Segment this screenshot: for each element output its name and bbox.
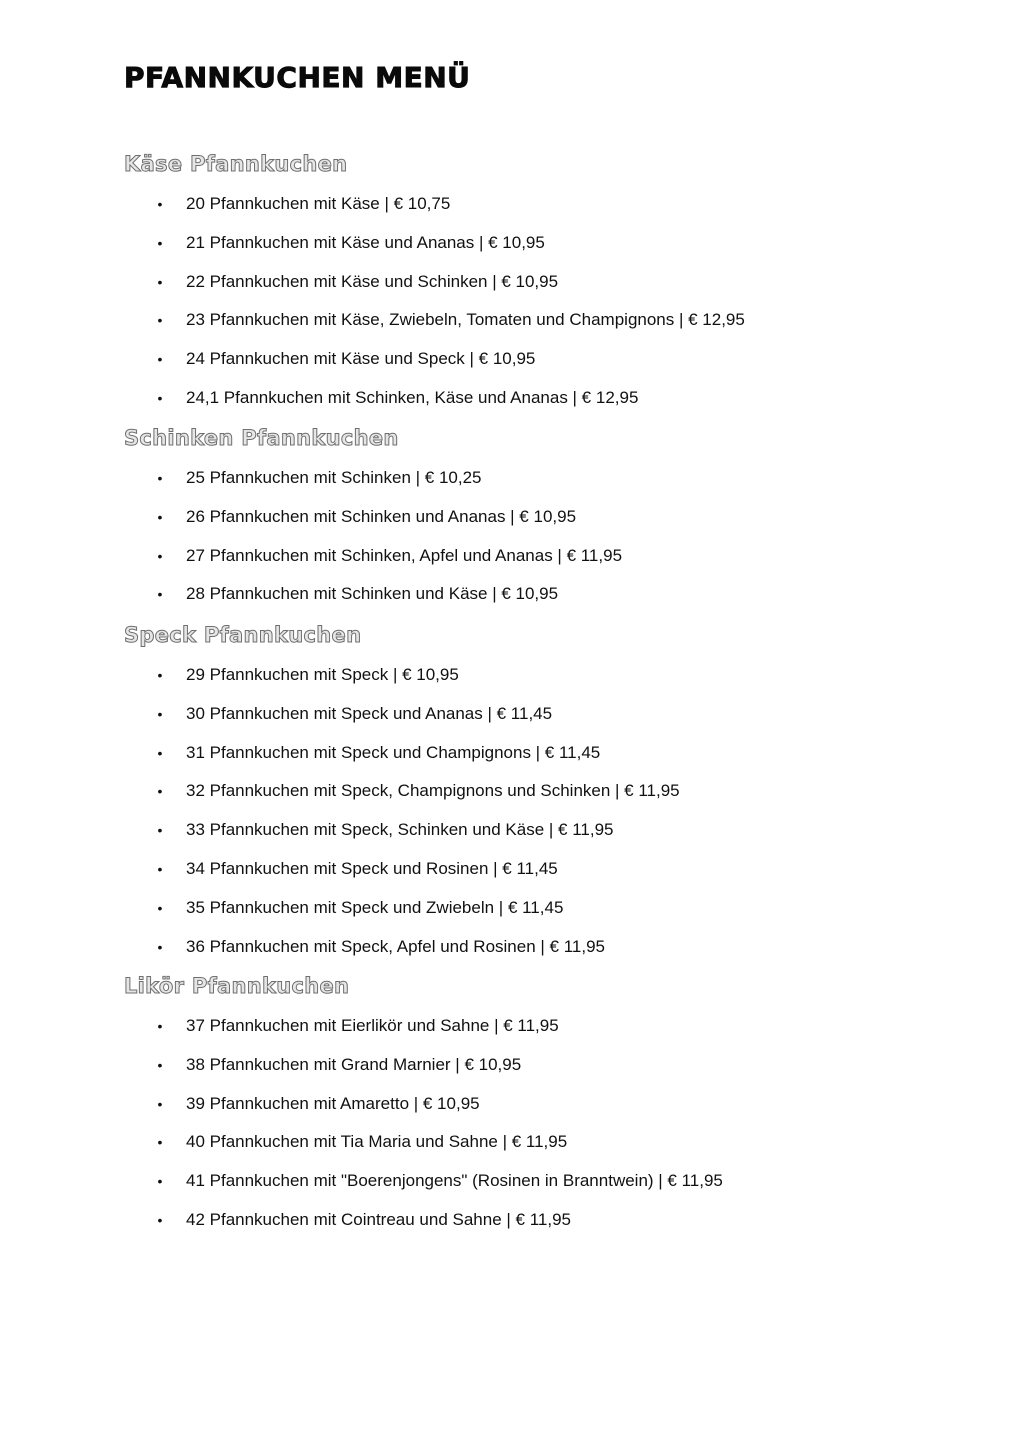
item-text: 35 Pfannkuchen mit Speck und Zwiebeln | € 11,45 [186, 897, 564, 917]
list-item [0, 230, 1024, 269]
bullet-icon: • [157, 586, 163, 603]
bullet-icon: • [157, 312, 163, 329]
item-list [0, 662, 1024, 972]
item-text: 24 Pfannkuchen mit Käse und Speck | € 10,95 [186, 349, 536, 369]
list-item [0, 1052, 1024, 1091]
item-text: 42 Pfannkuchen mit Cointreau und Sahne | € 11,95 [186, 1209, 571, 1229]
bullet-icon: • [157, 1018, 163, 1034]
bullet-icon: • [157, 273, 163, 290]
section-heading: Käse Pfannkuchen [124, 152, 348, 176]
item-text: 21 Pfannkuchen mit Käse und Ananas | € 10,95 [186, 232, 545, 252]
list-item [0, 465, 1024, 504]
bullet-icon: • [157, 1056, 163, 1073]
item-text: 27 Pfannkuchen mit Schinken, Apfel und Ananas | € 11,95 [186, 545, 623, 565]
list-item [0, 504, 1024, 543]
bullet-icon: • [157, 822, 163, 839]
bullet-icon: • [157, 196, 163, 212]
section-heading: Speck Pfannkuchen [124, 623, 362, 647]
item-text: 39 Pfannkuchen mit Amaretto | € 10,95 [186, 1093, 480, 1113]
list-item [0, 778, 1024, 817]
bullet-icon: • [157, 1211, 163, 1228]
bullet-icon: • [157, 234, 163, 251]
bullet-icon: • [157, 744, 163, 761]
item-text: 23 Pfannkuchen mit Käse, Zwiebeln, Tomaten und Champignons | € 12,95 [186, 310, 745, 330]
list-item [0, 1013, 1024, 1052]
item-text: 40 Pfannkuchen mit Tia Maria und Sahne | € 11,95 [186, 1132, 568, 1152]
item-text: 29 Pfannkuchen mit Speck | € 10,95 [186, 665, 459, 684]
item-text: 34 Pfannkuchen mit Speck und Rosinen | € 11,45 [186, 858, 558, 878]
page-title: PFANNKUCHEN MENÜ [124, 61, 471, 94]
bullet-icon: • [157, 470, 163, 486]
item-list [0, 191, 1024, 424]
bullet-icon: • [157, 705, 163, 722]
list-item [0, 385, 1024, 424]
item-text: 33 Pfannkuchen mit Speck, Schinken und Käse | € 11,95 [186, 820, 614, 840]
list-item [0, 1091, 1024, 1130]
item-text: 36 Pfannkuchen mit Speck, Apfel und Rosinen | € 11,95 [186, 936, 605, 956]
list-item [0, 1207, 1024, 1246]
item-text: 26 Pfannkuchen mit Schinken und Ananas | € 10,95 [186, 506, 577, 526]
list-item [0, 934, 1024, 973]
bullet-icon: • [157, 1134, 163, 1151]
item-text: 38 Pfannkuchen mit Grand Marnier | € 10,95 [186, 1054, 522, 1074]
list-item [0, 307, 1024, 346]
list-item [0, 191, 1024, 230]
section-heading: Schinken Pfannkuchen [124, 426, 399, 450]
bullet-icon: • [157, 938, 163, 955]
bullet-icon: • [157, 860, 163, 877]
list-item [0, 740, 1024, 779]
list-item [0, 895, 1024, 934]
bullet-icon: • [157, 783, 163, 800]
bullet-icon: • [157, 1095, 163, 1112]
bullet-icon: • [157, 1173, 163, 1190]
list-item [0, 269, 1024, 308]
item-text: 41 Pfannkuchen mit "Boerenjongens" (Rosinen in Branntwein) | € 11,95 [186, 1171, 723, 1191]
list-item [0, 662, 1024, 701]
item-text: 30 Pfannkuchen mit Speck und Ananas | € 11,45 [186, 703, 553, 723]
item-text: 20 Pfannkuchen mit Käse | € 10,75 [186, 194, 451, 213]
bullet-icon: • [157, 899, 163, 916]
bullet-icon: • [157, 508, 163, 525]
item-text: 24,1 Pfannkuchen mit Schinken, Käse und Ananas | € 12,95 [186, 387, 639, 407]
list-item [0, 1129, 1024, 1168]
list-item [0, 701, 1024, 740]
item-list [0, 1013, 1024, 1246]
bullet-icon: • [157, 351, 163, 368]
bullet-icon: • [157, 547, 163, 564]
item-text: 32 Pfannkuchen mit Speck, Champignons und Schinken | € 11,95 [186, 781, 680, 801]
list-item [0, 1168, 1024, 1207]
item-text: 22 Pfannkuchen mit Käse und Schinken | € 10,95 [186, 271, 559, 291]
section-heading: Likör Pfannkuchen [124, 974, 350, 998]
bullet-icon: • [157, 667, 163, 683]
item-text: 31 Pfannkuchen mit Speck und Champignons | € 11,45 [186, 742, 601, 762]
item-text: 28 Pfannkuchen mit Schinken und Käse | € 10,95 [186, 584, 559, 604]
bullet-icon: • [157, 389, 163, 406]
list-item [0, 346, 1024, 385]
item-list [0, 465, 1024, 620]
item-text: 25 Pfannkuchen mit Schinken | € 10,25 [186, 468, 482, 487]
list-item [0, 817, 1024, 856]
list-item [0, 581, 1024, 620]
list-item [0, 543, 1024, 582]
item-text: 37 Pfannkuchen mit Eierlikör und Sahne | € 11,95 [186, 1016, 559, 1035]
list-item [0, 856, 1024, 895]
